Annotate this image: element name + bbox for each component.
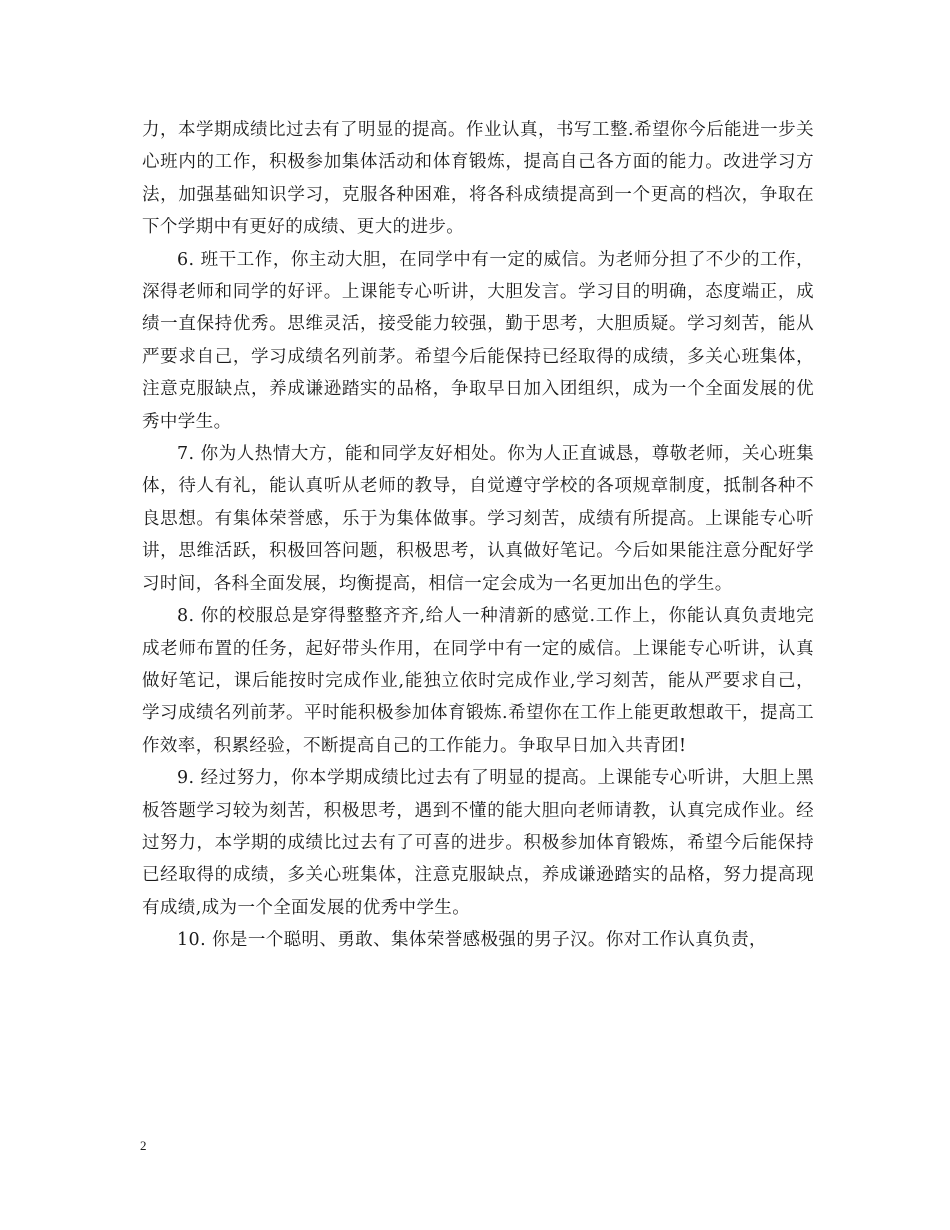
paragraph-text: 你为人热情大方，能和同学友好相处。你为人正直诚恳，尊敬老师，关心班集体，待人有礼，能认真听从老师的教导，自觉遵守学校的各项规章制度，抵制各种不良思想。有集体荣誉感，乐于为集体做事。学习刻苦，成绩有所提高。上课能专心听讲，思维活跃，积极回答问题，积极思考，认真做好笔记。今后如果能注意分配好学习时间，各科全面发展，均衡提高，相信一定会成为一名更加出色的学生。 xyxy=(142,444,814,594)
paragraph-text: 经过努力，你本学期成绩比过去有了明显的提高。上课能专心听讲，大胆上黑板答题学习较为刻苦，积极思考，遇到不懂的能大胆向老师请教，认真完成作业。经过努力，本学期的成绩比过去有了可喜的进步。积极参加体育锻炼，希望今后能保持已经取得的成绩，多关心班集体，注意克服缺点，养成谦逊踏实的品格，努力提高现有成绩,成为一个全面发展的优秀中学生。 xyxy=(142,768,814,918)
paragraph-item-7 xyxy=(142,438,814,600)
paragraph-text: 力，本学期成绩比过去有了明显的提高。作业认真，书写工整.希望你今后能进一步关心班内的工作，积极参加集体活动和体育锻炼，提高自己各方面的能力。改进学习方法，加强基础知识学习，克服各种困难，将各科成绩提高到一个更高的档次，争取在下个学期中有更好的成绩、更大的进步。 xyxy=(142,120,814,238)
item-number: 6. xyxy=(177,249,195,270)
item-number: 9. xyxy=(177,768,195,789)
paragraph-continued xyxy=(142,114,814,244)
paragraph-item-8 xyxy=(142,600,814,762)
item-number: 10. xyxy=(177,930,207,951)
document-body xyxy=(142,114,814,957)
paragraph-item-9 xyxy=(142,762,814,924)
paragraph-text: 你是一个聪明、勇敢、集体荣誉感极强的男子汉。你对工作认真负责， xyxy=(212,930,767,951)
paragraph-text: 你的校服总是穿得整整齐齐,给人一种清新的感觉.工作上，你能认真负责地完成老师布置的任务，起好带头作用，在同学中有一定的威信。上课能专心听讲，认真做好笔记，课后能按时完成作业,能独立依时完成作业,学习刻苦，能从严要求自己，学习成绩名列前茅。平时能积极参加体育锻炼.希望你在工作上能更敢想敢干，提高工作效率，积累经验，不断提高自己的工作能力。争取早日加入共青团! xyxy=(142,606,814,756)
item-number: 7. xyxy=(177,444,195,465)
paragraph-text: 班干工作，你主动大胆，在同学中有一定的威信。为老师分担了不少的工作，深得老师和同学的好评。上课能专心听讲，大胆发言。学习目的明确，态度端正，成绩一直保持优秀。思维灵活，接受能力较强，勤于思考，大胆质疑。学习刻苦，能从严要求自己，学习成绩名列前茅。希望今后能保持已经取得的成绩，多关心班集体，注意克服缺点，养成谦逊踏实的品格，争取早日加入团组织，成为一个全面发展的优秀中学生。 xyxy=(142,249,814,432)
item-number: 8. xyxy=(177,606,195,627)
paragraph-item-6 xyxy=(142,244,814,438)
page-number: 2 xyxy=(140,1138,147,1153)
paragraph-item-10 xyxy=(142,924,814,956)
